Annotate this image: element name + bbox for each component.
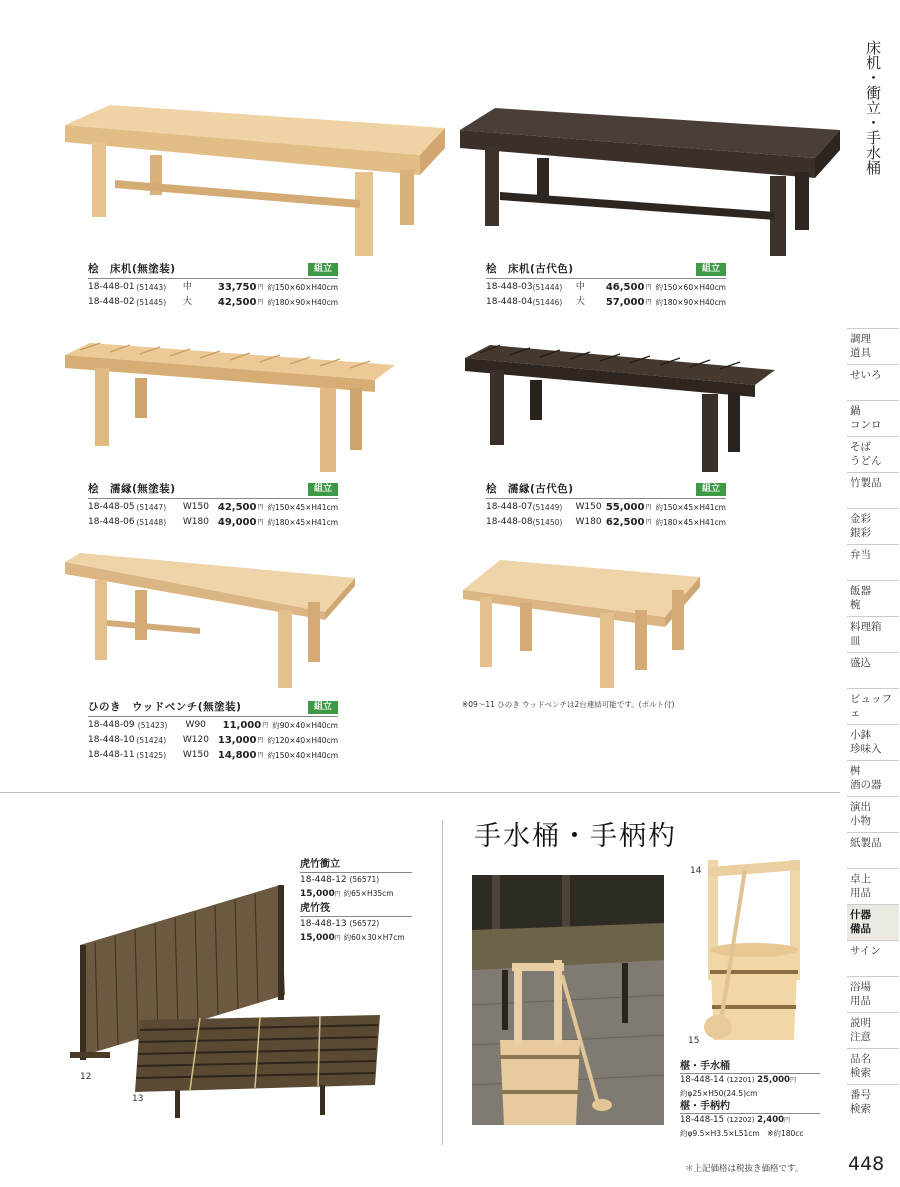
sidebar-item[interactable]: そば うどん bbox=[847, 436, 899, 472]
photo-number-14: 14 bbox=[690, 866, 702, 876]
product-title: 桧 濡縁(古代色) bbox=[486, 483, 574, 495]
product-title: 桧 床机(無塗装) bbox=[88, 263, 176, 275]
product-block-veranda-antique bbox=[486, 482, 726, 530]
section-heading: 手水桶・手柄杓 bbox=[474, 821, 677, 852]
product-row: 18-448-08 (51450) W180 62,500 円 約180×45×H41cm bbox=[486, 517, 726, 528]
page-number: 448 bbox=[848, 1153, 885, 1175]
assembly-badge: 組立 bbox=[696, 483, 726, 496]
sidebar-item[interactable]: 飯器 椀 bbox=[847, 580, 899, 616]
sidebar-item[interactable]: 品名 検索 bbox=[847, 1048, 899, 1084]
product-row: 18-448-03 (51444) 中 46,500 円 約150×60×H40cm bbox=[486, 282, 726, 293]
product-title: 桧 濡縁(無塗装) bbox=[88, 483, 176, 495]
product-block-wood-bench bbox=[88, 700, 338, 763]
sidebar-item[interactable]: 番号 検索 bbox=[847, 1084, 899, 1120]
product-title: 桧 床机(古代色) bbox=[486, 263, 574, 275]
bench-connect-note: ※09～11 ひのき ウッドベンチは2台連結可能です。(ボルト付) bbox=[462, 700, 675, 709]
tax-footnote: ＊上記価格は税抜き価格です。 bbox=[685, 1164, 804, 1174]
product-row: 18-448-10 (51424) W120 13,000 円 約120×40×H40cm bbox=[88, 735, 339, 746]
sidebar-item[interactable]: 桝 酒の器 bbox=[847, 760, 899, 796]
photo-wood-bench-single bbox=[60, 550, 360, 690]
product-block-table-antique bbox=[486, 262, 726, 310]
assembly-badge: 組立 bbox=[696, 263, 726, 276]
tiger-screen-title: 虎竹衝立 bbox=[300, 858, 412, 873]
product-row: 18-448-02 (51445) 大 42,500 円 約180×90×H40cm bbox=[88, 297, 339, 308]
sidebar-item[interactable]: 料理箱 皿 bbox=[847, 616, 899, 652]
sidebar-item[interactable]: 浴場 用品 bbox=[847, 976, 899, 1012]
sidebar-item[interactable]: 鍋 コンロ bbox=[847, 400, 899, 436]
tiger-bamboo-info: 虎竹衝立 18-448-12 (56571) 15,000円 約65×H35cm 虎竹筏 18-448-13 (56572) 15,000円 約60×30×H7cm bbox=[300, 858, 412, 946]
sidebar-item[interactable]: 説明 注意 bbox=[847, 1012, 899, 1048]
sidebar-item[interactable]: サイン bbox=[847, 940, 899, 976]
photo-hinoki-table-antique bbox=[455, 100, 845, 260]
sidebar-item[interactable]: 卓上 用品 bbox=[847, 868, 899, 904]
product-row: 18-448-11 (51425) W150 14,800 円 約150×40×H40cm bbox=[88, 750, 339, 761]
sidebar-item[interactable]: 盛込 bbox=[847, 652, 899, 688]
sidebar-item[interactable]: せいろ bbox=[847, 364, 899, 400]
category-sidebar bbox=[847, 328, 899, 1120]
product-row: 18-448-09 (51423) W90 11,000 円 約90×40×H40cm bbox=[88, 720, 338, 731]
product-row: 18-448-01 (51443) 中 33,750 円 約150×60×H40cm bbox=[88, 282, 339, 293]
photo-hinoki-table-natural bbox=[60, 100, 450, 260]
product-row: 18-448-07 (51449) W150 55,000 円 約150×45×H41cm bbox=[486, 502, 726, 513]
section-title-vertical: 床机・衝立・手水桶 bbox=[864, 40, 882, 175]
section-divider bbox=[0, 792, 840, 793]
sidebar-item[interactable]: 調理 道具 bbox=[847, 328, 899, 364]
tiger-raft-title: 虎竹筏 bbox=[300, 902, 412, 917]
photo-chozu-oke-scene bbox=[472, 875, 664, 1125]
hishaku-title: 椹・手柄杓 bbox=[680, 1100, 820, 1114]
photo-wood-bench-connected bbox=[460, 555, 705, 690]
photo-number-15: 15 bbox=[688, 1036, 700, 1046]
chozu-oke-info: 椹・手水桶 18-448-14 (12201) 25,000円 約φ25×H50(24.5)cm 椹・手柄杓 18-448-15 (12202) 2,400円 約φ9.5×H3.5×L51cm ※約180cc bbox=[680, 1060, 820, 1140]
assembly-badge: 組立 bbox=[308, 483, 338, 496]
photo-number-12: 12 bbox=[80, 1072, 92, 1082]
sidebar-item[interactable]: 什器 備品 bbox=[847, 904, 899, 940]
photo-number-13: 13 bbox=[132, 1094, 144, 1104]
photo-hinoki-veranda-antique bbox=[460, 340, 780, 475]
assembly-badge: 組立 bbox=[308, 701, 338, 714]
product-title: ひのき ウッドベンチ(無塗装) bbox=[88, 701, 242, 713]
sidebar-item[interactable]: 紙製品 bbox=[847, 832, 899, 868]
vertical-divider bbox=[442, 820, 443, 1145]
sidebar-item[interactable]: ビュッフェ bbox=[847, 688, 899, 724]
product-block-table-natural bbox=[88, 262, 338, 310]
photo-chozu-oke bbox=[700, 855, 810, 1050]
photo-hinoki-veranda-natural bbox=[60, 340, 400, 475]
product-row: 18-448-04 (51446) 大 57,000 円 約180×90×H40cm bbox=[486, 297, 726, 308]
oke-title: 椹・手水桶 bbox=[680, 1060, 820, 1074]
sidebar-item[interactable]: 竹製品 bbox=[847, 472, 899, 508]
sidebar-item[interactable]: 弁当 bbox=[847, 544, 899, 580]
product-block-veranda-natural bbox=[88, 482, 338, 530]
sidebar-item[interactable]: 演出 小物 bbox=[847, 796, 899, 832]
assembly-badge: 組立 bbox=[308, 263, 338, 276]
sidebar-item[interactable]: 小鉢 珍味入 bbox=[847, 724, 899, 760]
product-row: 18-448-05 (51447) W150 42,500 円 約150×45×H41cm bbox=[88, 502, 339, 513]
sidebar-item[interactable]: 金彩 銀彩 bbox=[847, 508, 899, 544]
product-row: 18-448-06 (51448) W180 49,000 円 約180×45×H41cm bbox=[88, 517, 339, 528]
